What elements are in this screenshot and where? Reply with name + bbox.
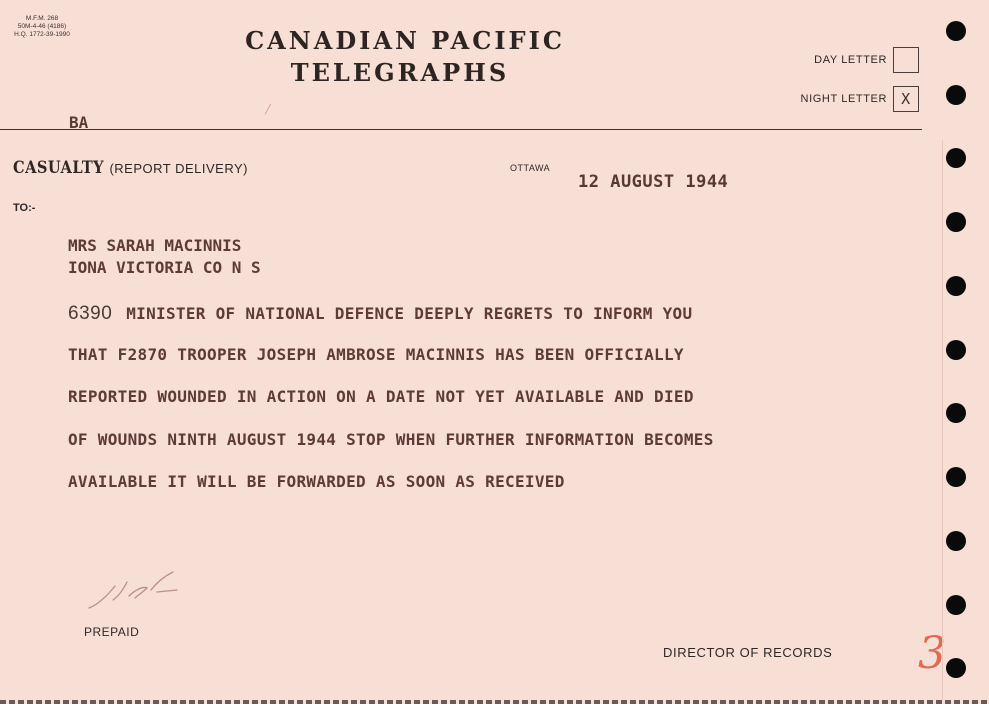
signature-line: DIRECTOR OF RECORDS bbox=[663, 645, 833, 660]
sprocket-hole bbox=[946, 595, 966, 615]
day-letter-checkbox bbox=[893, 47, 919, 73]
message-line: AVAILABLE IT WILL BE FORWARDED AS SOON AS RECEIVED bbox=[68, 472, 565, 491]
message-line: THAT F2870 TROOPER JOSEPH AMBROSE MACINNIS HAS BEEN OFFICIALLY bbox=[68, 345, 684, 364]
day-letter-option bbox=[814, 47, 919, 73]
form-code-line: 50M-4-46 (4186) bbox=[17, 23, 67, 30]
form-code-line: H.Q. 1772-39-1990 bbox=[14, 31, 70, 38]
sprocket-hole bbox=[946, 403, 966, 423]
sprocket-hole bbox=[946, 85, 966, 105]
pencil-initials-scribble bbox=[85, 566, 185, 616]
company-name-line2: TELEGRAPHS bbox=[290, 58, 510, 87]
recipient-address: IONA VICTORIA CO N S bbox=[68, 258, 261, 277]
sprocket-holes bbox=[946, 0, 966, 704]
to-label: TO:- bbox=[13, 202, 36, 214]
prepaid-label: PREPAID bbox=[84, 625, 140, 639]
sprocket-hole bbox=[946, 276, 966, 296]
report-delivery-label: (REPORT DELIVERY) bbox=[109, 161, 248, 176]
recipient-name: MRS SARAH MACINNIS bbox=[68, 236, 242, 255]
sprocket-hole bbox=[946, 212, 966, 232]
pencil-tick-mark bbox=[265, 104, 279, 119]
message-class bbox=[13, 158, 248, 178]
message-number: 6390 bbox=[68, 303, 113, 324]
origin-label: OTTAWA bbox=[510, 163, 551, 173]
message-line bbox=[68, 303, 692, 325]
message-line-text: MINISTER OF NATIONAL DEFENCE DEEPLY REGRETS TO INFORM YOU bbox=[126, 304, 693, 323]
sprocket-hole bbox=[946, 467, 966, 487]
sprocket-hole bbox=[946, 340, 966, 360]
page-number: 3 bbox=[918, 628, 946, 679]
message-line: REPORTED WOUNDED IN ACTION ON A DATE NOT YET AVAILABLE AND DIED bbox=[68, 387, 694, 406]
sprocket-hole bbox=[946, 148, 966, 168]
night-letter-option bbox=[801, 86, 919, 112]
header-rule bbox=[0, 129, 922, 130]
night-letter-label: NIGHT LETTER bbox=[800, 93, 887, 105]
company-name-line1: CANADIAN PACIFIC bbox=[245, 26, 565, 55]
perforation-margin bbox=[942, 140, 943, 700]
sprocket-hole bbox=[946, 21, 966, 41]
sprocket-hole bbox=[946, 658, 966, 678]
perforated-tear-edge bbox=[0, 700, 989, 704]
night-letter-checkbox: X bbox=[893, 86, 919, 112]
sprocket-hole bbox=[946, 531, 966, 551]
form-code-line: M.F.M. 268 bbox=[25, 15, 59, 22]
office-code: BA bbox=[69, 113, 89, 132]
company-name bbox=[220, 26, 590, 90]
casualty-label: CASUALTY bbox=[13, 158, 105, 178]
form-code bbox=[10, 15, 74, 39]
message-date: 12 AUGUST 1944 bbox=[578, 172, 729, 192]
day-letter-label: DAY LETTER bbox=[814, 54, 887, 66]
message-line: OF WOUNDS NINTH AUGUST 1944 STOP WHEN FURTHER INFORMATION BECOMES bbox=[68, 430, 714, 449]
